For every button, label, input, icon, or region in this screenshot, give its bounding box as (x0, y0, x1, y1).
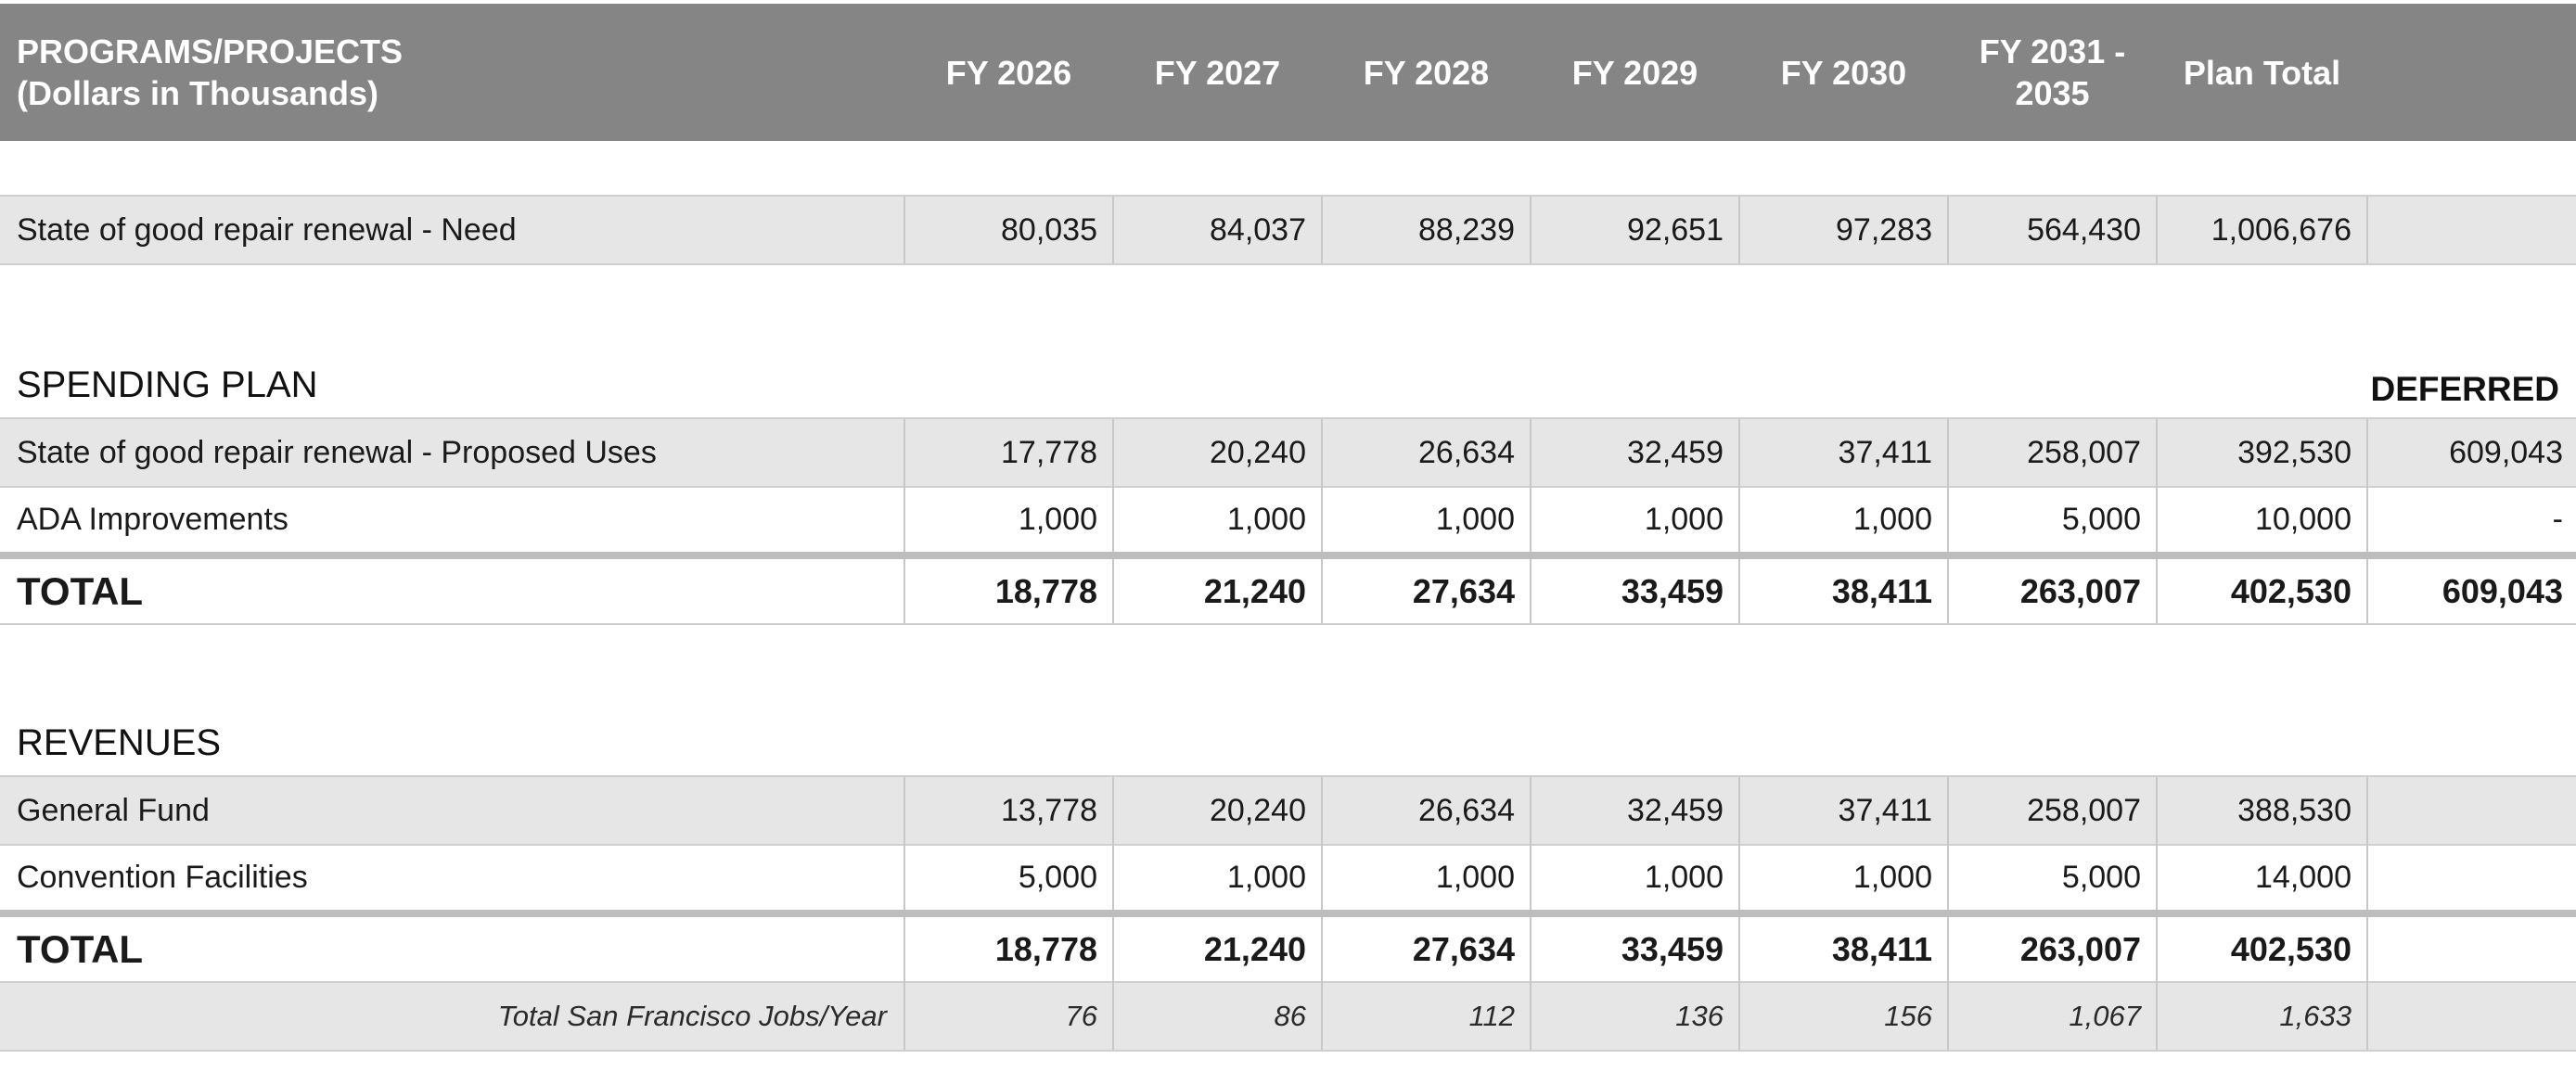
table-row-ada-improvements (0, 487, 2576, 555)
cell-value: 88,239 (1322, 196, 1531, 264)
cell-value: 20,240 (1113, 776, 1322, 845)
row-label: Convention Facilities (0, 845, 904, 913)
column-header-fy2031-2035 (1948, 4, 2157, 141)
spending-plan-table (0, 417, 2576, 625)
column-header-plan-total: Plan Total (2183, 53, 2341, 92)
cell-value: 97,283 (1739, 196, 1948, 264)
cell-value: 20,240 (1113, 418, 1322, 487)
cell-value: 388,530 (2157, 776, 2367, 845)
row-label: Total San Francisco Jobs/Year (0, 982, 904, 1051)
column-header-fy2027: FY 2027 (1154, 53, 1281, 92)
cell-value (2367, 776, 2576, 845)
cell-value: 1,000 (1739, 845, 1948, 913)
cell-value: 112 (1322, 982, 1531, 1051)
cell-value: 27,634 (1322, 555, 1531, 624)
row-label: TOTAL (0, 555, 904, 624)
header-title-line1: PROGRAMS/PROJECTS (17, 32, 404, 70)
cell-value: 258,007 (1948, 776, 2157, 845)
table-header (0, 4, 2576, 141)
cell-value: 1,000 (1322, 845, 1531, 913)
cell-value: 1,000 (1531, 487, 1739, 555)
cell-value: 76 (904, 982, 1113, 1051)
header-title (0, 4, 904, 141)
cell-value: - (2367, 487, 2576, 555)
cell-value: 18,778 (904, 555, 1113, 624)
cell-value: 609,043 (2367, 418, 2576, 487)
cell-value: 26,634 (1322, 418, 1531, 487)
cell-value: 1,000 (1113, 487, 1322, 555)
section-title-revenues: REVENUES (17, 722, 222, 763)
cell-value: 13,778 (904, 776, 1113, 845)
cell-value (2367, 982, 2576, 1051)
cell-value: 609,043 (2367, 555, 2576, 624)
row-label: General Fund (0, 776, 904, 845)
cell-value: 18,778 (904, 913, 1113, 982)
column-header-fy2031-line1: FY 2031 - (1979, 32, 2126, 70)
cell-value: 32,459 (1531, 776, 1739, 845)
cell-value: 402,530 (2157, 913, 2367, 982)
row-label: ADA Improvements (0, 487, 904, 555)
row-label: State of good repair renewal - Proposed Uses (0, 418, 904, 487)
cell-value: 156 (1739, 982, 1948, 1051)
cell-value: 26,634 (1322, 776, 1531, 845)
cell-value: 1,000 (1322, 487, 1531, 555)
cell-value: 263,007 (1948, 555, 2157, 624)
cell-value: 564,430 (1948, 196, 2157, 264)
section-title-spending-plan: SPENDING PLAN (17, 364, 318, 405)
cell-value: 37,411 (1739, 776, 1948, 845)
cell-value: 1,000 (1739, 487, 1948, 555)
cell-value: 1,067 (1948, 982, 2157, 1051)
cell-value: 10,000 (2157, 487, 2367, 555)
cell-value: 5,000 (1948, 845, 2157, 913)
table-row-proposed-uses (0, 418, 2576, 487)
column-header-fy2026: FY 2026 (945, 53, 1072, 92)
cell-value: 33,459 (1531, 555, 1739, 624)
cell-value: 136 (1531, 982, 1739, 1051)
cell-value: 92,651 (1531, 196, 1739, 264)
cell-value: 1,633 (2157, 982, 2367, 1051)
cell-value: 14,000 (2157, 845, 2367, 913)
cell-value: 32,459 (1531, 418, 1739, 487)
cell-value: 84,037 (1113, 196, 1322, 264)
table-row-need (0, 196, 2576, 264)
cell-value: 1,000 (1531, 845, 1739, 913)
cell-value: 392,530 (2157, 418, 2367, 487)
cell-value: 258,007 (1948, 418, 2157, 487)
column-header-fy2030: FY 2030 (1780, 53, 1907, 92)
revenues-table (0, 775, 2576, 1052)
cell-value (2367, 913, 2576, 982)
table-row-jobs (0, 982, 2576, 1051)
cell-value: 86 (1113, 982, 1322, 1051)
cell-value: 21,240 (1113, 555, 1322, 624)
cell-value: 1,006,676 (2157, 196, 2367, 264)
cell-value: 37,411 (1739, 418, 1948, 487)
column-header-fy2029: FY 2029 (1571, 53, 1698, 92)
cell-value: 1,000 (904, 487, 1113, 555)
header-title-line2: (Dollars in Thousands) (17, 74, 379, 112)
cell-value: 21,240 (1113, 913, 1322, 982)
table-row-general-fund (0, 776, 2576, 845)
need-table (0, 195, 2576, 265)
cell-value (2367, 196, 2576, 264)
row-label: State of good repair renewal - Need (0, 196, 904, 264)
cell-value: 80,035 (904, 196, 1113, 264)
cell-value: 263,007 (1948, 913, 2157, 982)
cell-value: 1,000 (1113, 845, 1322, 913)
cell-value (2367, 845, 2576, 913)
cell-value: 38,411 (1739, 913, 1948, 982)
row-label: TOTAL (0, 913, 904, 982)
deferred-column-label: DEFERRED (2370, 370, 2559, 408)
cell-value: 27,634 (1322, 913, 1531, 982)
cell-value: 5,000 (1948, 487, 2157, 555)
cell-value: 33,459 (1531, 913, 1739, 982)
table-row-spending-total (0, 555, 2576, 624)
cell-value: 38,411 (1739, 555, 1948, 624)
column-header-deferred-blank (2367, 4, 2576, 141)
column-header-fy2031-line2: 2035 (2015, 74, 2090, 112)
cell-value: 17,778 (904, 418, 1113, 487)
cell-value: 402,530 (2157, 555, 2367, 624)
cell-value: 5,000 (904, 845, 1113, 913)
column-header-fy2028: FY 2028 (1363, 53, 1490, 92)
table-row-convention-facilities (0, 845, 2576, 913)
table-row-revenues-total (0, 913, 2576, 982)
